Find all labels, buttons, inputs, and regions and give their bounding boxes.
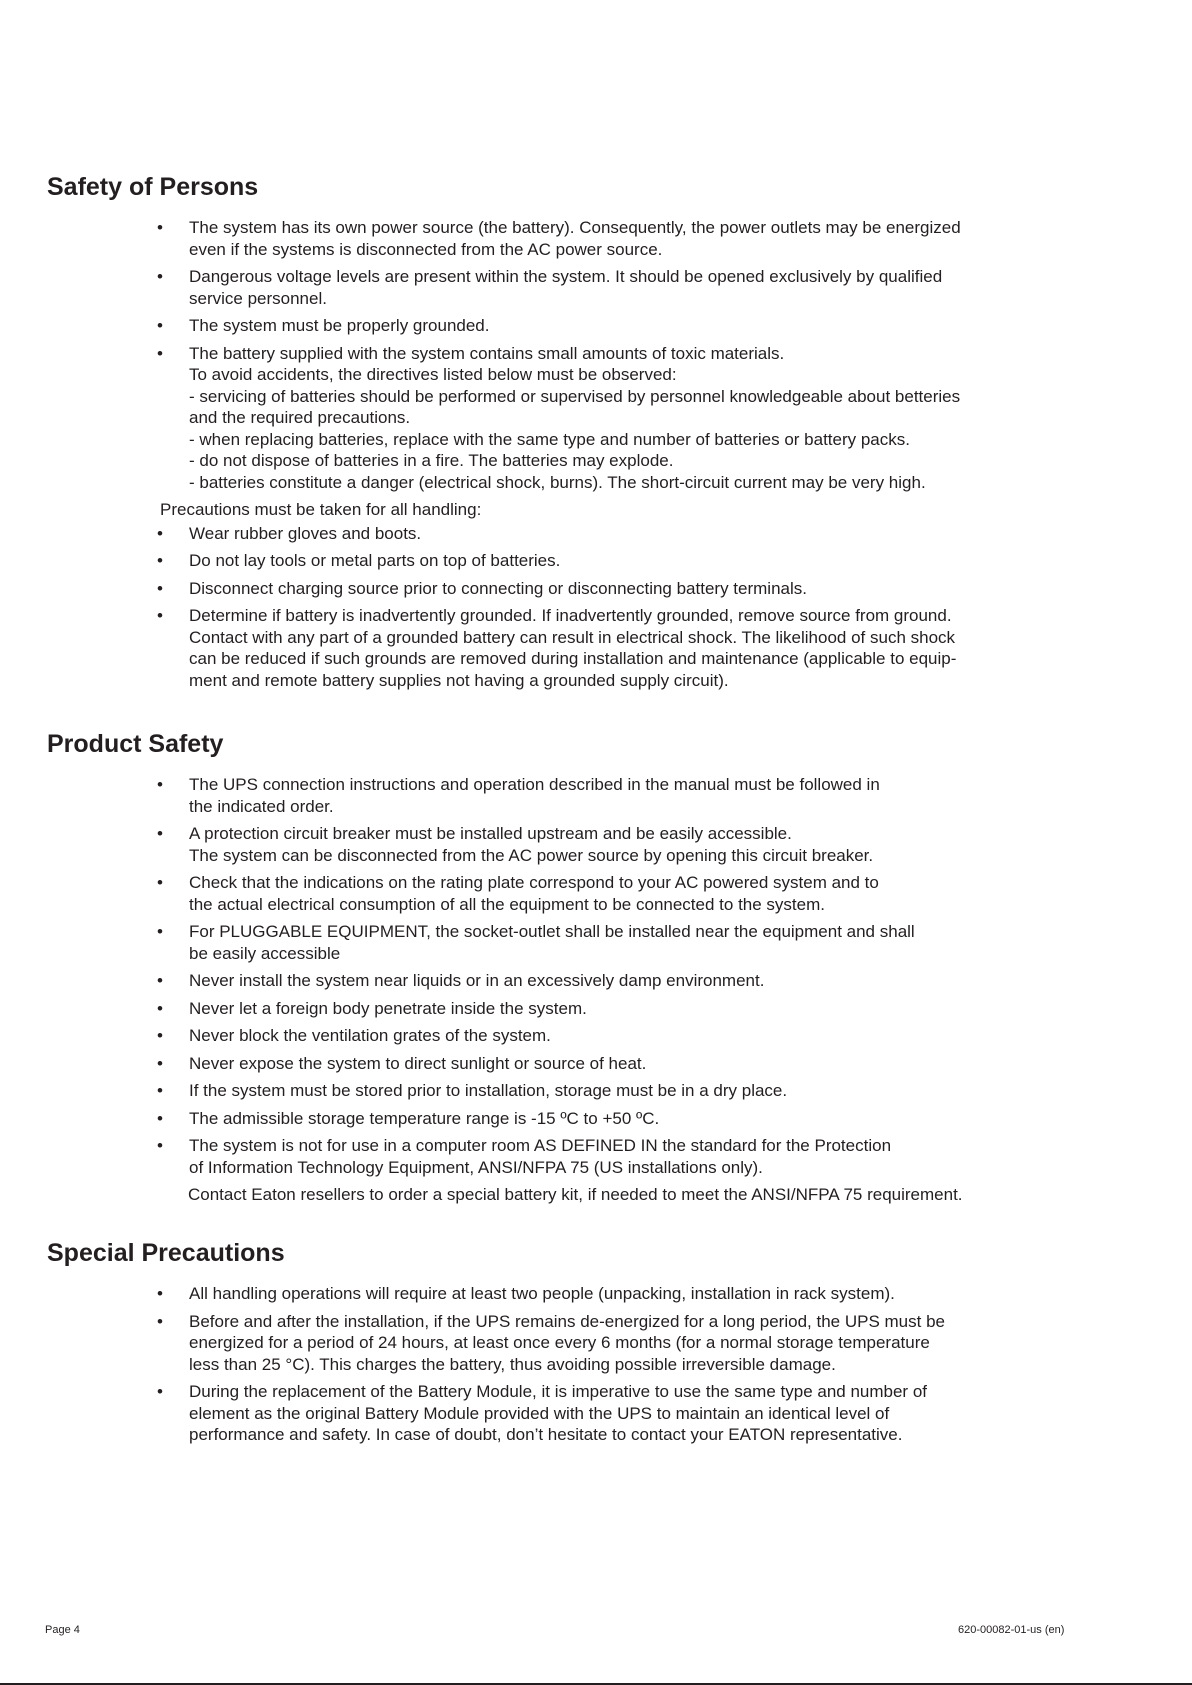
bullet-icon: • [157,922,163,941]
list-item [47,921,1087,964]
bullet-icon: • [157,824,163,843]
list-item-line: even if the systems is disconnected from the AC power source. [189,239,663,259]
list-item-line: Check that the indications on the rating plate correspond to your AC powered system and to [189,873,879,892]
list-item-line: - servicing of batteries should be performed or supervised by personnel knowledgeable about betteries [189,386,961,406]
bullet-icon: • [157,971,163,990]
list-item-line: Never expose the system to direct sunlight or source of heat. [189,1053,647,1073]
bullet-icon: • [157,551,163,570]
bullet-icon: • [157,343,163,363]
bullet-list [47,1283,1087,1446]
list-item-line: the indicated order. [189,796,334,816]
bullet-icon: • [157,998,163,1018]
bullet-icon: • [157,1026,163,1045]
list-item-line: performance and safety. In case of doubt, don’t hesitate to contact your EATON representative. [189,1425,903,1444]
section-special-precautions [47,1238,1087,1452]
ansi-note: Contact Eaton resellers to order a special battery kit, if needed to meet the ANSI/NFPA 75 requirement. [188,1185,963,1204]
list-item-line: A protection circuit breaker must be installed upstream and be easily accessible. [189,824,792,843]
list-item-line: The system has its own power source (the battery). Consequently, the power outlets may be energized [189,218,961,237]
list-item-line: The battery supplied with the system contains small amounts of toxic materials. [189,343,785,363]
bullet-icon: • [157,267,163,286]
bullet-icon: • [157,1382,163,1401]
list-item-line: Disconnect charging source prior to connecting or disconnecting battery terminals. [189,578,807,598]
bullet-icon: • [157,873,163,892]
list-item [47,550,1087,572]
list-item-line: ment and remote battery supplies not having a grounded supply circuit). [189,670,729,690]
list-item [47,1080,1087,1102]
list-item-line: Never let a foreign body penetrate inside the system. [189,998,587,1018]
list-item-line: For PLUGGABLE EQUIPMENT, the socket-outlet shall be installed near the equipment and shall [189,922,915,941]
list-item-line: Never install the system near liquids or in an excessively damp environment. [189,971,765,990]
bullet-icon: • [157,606,163,625]
list-item-line: service personnel. [189,288,327,308]
handling-bullet-list [47,523,1087,692]
list-item [47,1025,1087,1047]
list-item-line: The admissible storage temperature range is -15 ºC to +50 ºC. [189,1108,660,1128]
list-item-line: During the replacement of the Battery Module, it is imperative to use the same type and number of [189,1382,927,1401]
bullet-icon: • [157,1284,163,1303]
bullet-icon: • [157,775,163,794]
bullet-icon: • [157,578,163,598]
list-item [47,998,1087,1020]
list-item-line: The UPS connection instructions and operation described in the manual must be followed in [189,775,880,794]
list-item [47,1381,1087,1446]
list-item [47,774,1087,817]
section-safety-of-persons [47,172,1087,697]
page-number: Page 4 [45,1624,80,1636]
list-item-line: The system must be properly grounded. [189,316,490,335]
list-item-line: of Information Technology Equipment, ANSI/NFPA 75 (US installations only). [189,1157,763,1177]
bullet-icon: • [157,218,163,237]
list-item-line: Determine if battery is inadvertently grounded. If inadvertently grounded, remove source from ground. [189,606,952,625]
list-item-line: Never block the ventilation grates of the system. [189,1026,551,1045]
list-item-line: Contact with any part of a grounded battery can result in electrical shock. The likelihood of such shock [189,627,956,647]
list-item [47,1135,1087,1178]
list-item-line: Dangerous voltage levels are present within the system. It should be opened exclusively by qualified [189,267,943,286]
list-item-line: The system can be disconnected from the AC power source by opening this circuit breaker. [189,845,874,865]
section-title: Safety of Persons [47,173,259,201]
bullet-icon: • [157,1108,163,1128]
list-item [47,1311,1087,1376]
list-item-line: Before and after the installation, if the UPS remains de-energized for a long period, the UPS must be [189,1311,945,1331]
list-item [47,266,1087,309]
list-item-line: To avoid accidents, the directives listed below must be observed: [189,365,677,384]
list-item-line: - do not dispose of batteries in a fire. The batteries may explode. [189,451,674,470]
list-item [47,1053,1087,1075]
bullet-list [47,217,1087,493]
list-item [47,872,1087,915]
bullet-list [47,774,1087,1178]
list-item-line: less than 25 °C). This charges the battery, thus avoiding possible irreversible damage. [189,1354,836,1374]
list-item-line: The system is not for use in a computer room AS DEFINED IN the standard for the Protection [189,1136,892,1155]
list-item-line: Wear rubber gloves and boots. [189,523,422,543]
list-item-line: element as the original Battery Module provided with the UPS to maintain an identical level of [189,1403,890,1423]
list-item-line: If the system must be stored prior to installation, storage must be in a dry place. [189,1081,788,1100]
list-item-line: and the required precautions. [189,408,411,427]
list-item-line: Do not lay tools or metal parts on top of batteries. [189,551,561,570]
list-item [47,343,1087,494]
list-item-line: - when replacing batteries, replace with the same type and number of batteries or battery packs. [189,429,910,449]
list-item [47,1108,1087,1130]
list-item-line: the actual electrical consumption of all the equipment to be connected to the system. [189,894,825,914]
list-item [47,970,1087,992]
section-title: Special Precautions [47,1239,285,1267]
list-item-line: be easily accessible [189,943,341,963]
list-item [47,578,1087,600]
precautions-intro: Precautions must be taken for all handling: [160,500,482,519]
list-item [47,823,1087,866]
list-item [47,217,1087,260]
section-product-safety [47,729,1087,1208]
bullet-icon: • [157,1081,163,1100]
list-item [47,605,1087,691]
list-item [47,523,1087,545]
list-item-line: can be reduced if such grounds are removed during installation and maintenance (applicable to equip- [189,649,957,668]
bullet-icon: • [157,1053,163,1073]
section-title: Product Safety [47,730,224,758]
list-item-line: All handling operations will require at least two people (unpacking, installation in rack system). [189,1284,895,1303]
document-id: 620-00082-01-us (en) [958,1624,1065,1636]
list-item [47,315,1087,337]
list-item-line: - batteries constitute a danger (electrical shock, burns). The short-circuit current may be very high. [189,472,926,492]
bullet-icon: • [157,316,163,335]
bullet-icon: • [157,523,163,543]
list-item [47,1283,1087,1305]
bullet-icon: • [157,1136,163,1155]
list-item-line: energized for a period of 24 hours, at least once every 6 months (for a normal storage temperature [189,1333,930,1352]
bullet-icon: • [157,1311,163,1331]
